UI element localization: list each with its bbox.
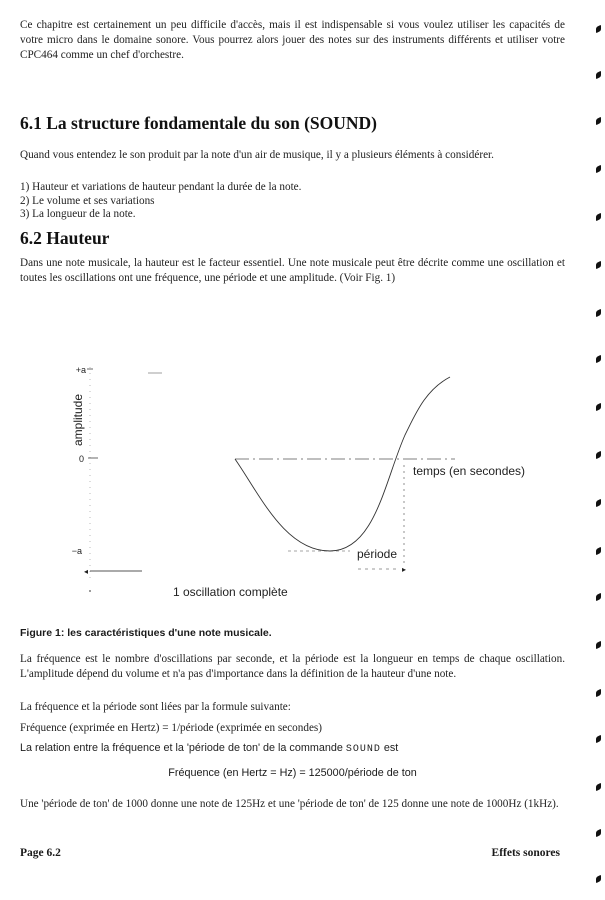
binding-mark — [596, 451, 601, 459]
oscillation-arrow-icon: ◂ — [84, 567, 89, 576]
binding-mark — [596, 71, 601, 79]
oscillation-label: 1 oscillation complète — [173, 585, 288, 599]
binding-mark — [596, 165, 601, 173]
binding-edge-marks — [585, 0, 605, 900]
oscillation-diagram — [20, 355, 565, 605]
page-footer — [20, 847, 560, 863]
sound-keyword: SOUND — [345, 744, 381, 755]
list-item: 2) Le volume et ses variations — [20, 194, 155, 207]
binding-mark — [596, 735, 601, 743]
amplitude-label: amplitude — [71, 393, 85, 447]
formula-intro-paragraph: La fréquence et la période sont liées par la formule suivante: — [20, 701, 291, 713]
binding-mark — [596, 547, 601, 555]
document-page — [20, 0, 565, 900]
binding-mark — [596, 783, 601, 791]
frequency-formula: Fréquence (exprimée en Hertz) = 1/période (exprimée en secondes) — [20, 722, 323, 734]
binding-mark — [596, 593, 601, 601]
binding-mark — [596, 403, 601, 411]
binding-mark — [596, 261, 601, 269]
binding-mark — [596, 355, 601, 363]
section-6-1-paragraph: Quand vous entendez le son produit par la note d'un air de musique, il y a plusieurs éléments à considérer. — [20, 149, 494, 161]
intro-paragraph: Ce chapitre est certainement un peu difficile d'accès, mais il est indispensable si vous voulez utiliser les capacités de votre micro dans le domaine sonore. Vous pourrez alors jouer des notes sur des instruments différents et utiliser votre CPC464 comme un chef d'orchestre. — [20, 19, 565, 61]
section-6-2-title: 6.2 Hauteur — [20, 228, 110, 248]
binding-mark — [596, 117, 601, 125]
list-item: 3) La longueur de la note. — [20, 208, 136, 220]
section-6-2-paragraph: Dans une note musicale, la hauteur est le facteur essentiel. Une note musicale peut être décrite comme une oscillation et toutes les oscillations ont une fréquence, une période et une amplitude. (Voir Fig. 1) — [20, 257, 565, 284]
tone-period-example-paragraph: Une 'période de ton' de 1000 donne une note de 125Hz et une 'période de ton' de 125 donne une note de 1000Hz (1kHz). — [20, 798, 559, 810]
list-item: 1) Hauteur et variations de hauteur pendant la durée de la note. — [20, 181, 302, 193]
period-arrow-icon: ▸ — [402, 565, 407, 574]
chapter-name: Effets sonores — [491, 847, 560, 859]
page-number: Page 6.2 — [20, 847, 61, 859]
oscillation-dot — [89, 590, 91, 592]
binding-mark — [596, 641, 601, 649]
binding-mark — [596, 689, 601, 697]
elements-list — [20, 181, 565, 222]
figure-caption: Figure 1: les caractéristiques d'une note musicale. — [20, 627, 272, 639]
period-label: période — [357, 547, 398, 561]
time-label: temps (en secondes) — [413, 464, 526, 478]
sound-relation-suffix: est — [380, 742, 399, 754]
sound-relation-paragraph — [20, 741, 565, 757]
section-6-1-title: 6.1 La structure fondamentale du son (SOUND) — [20, 113, 377, 133]
binding-mark — [596, 499, 601, 507]
tone-period-formula: Fréquence (en Hertz = Hz) = 125000/période de ton — [168, 767, 417, 779]
binding-mark — [596, 829, 601, 837]
zero-label: 0 — [78, 454, 84, 464]
binding-mark — [596, 309, 601, 317]
frequency-definition-paragraph: La fréquence est le nombre d'oscillations par seconde, et la période est la longueur en temps de chaque oscillation. L'amplitude dépend du volume et n'a pas d'importance dans la définition de la hauteur d'une note. — [20, 653, 565, 680]
binding-mark — [596, 875, 601, 883]
minus-a-label: −a — [71, 546, 82, 556]
binding-mark — [596, 25, 601, 33]
binding-mark — [596, 213, 601, 221]
plus-a-label: +a — [75, 365, 86, 375]
figure-oscillation-diagram — [20, 355, 565, 605]
sound-relation-text: La relation entre la fréquence et la 'période de ton' de la commande — [20, 742, 346, 754]
